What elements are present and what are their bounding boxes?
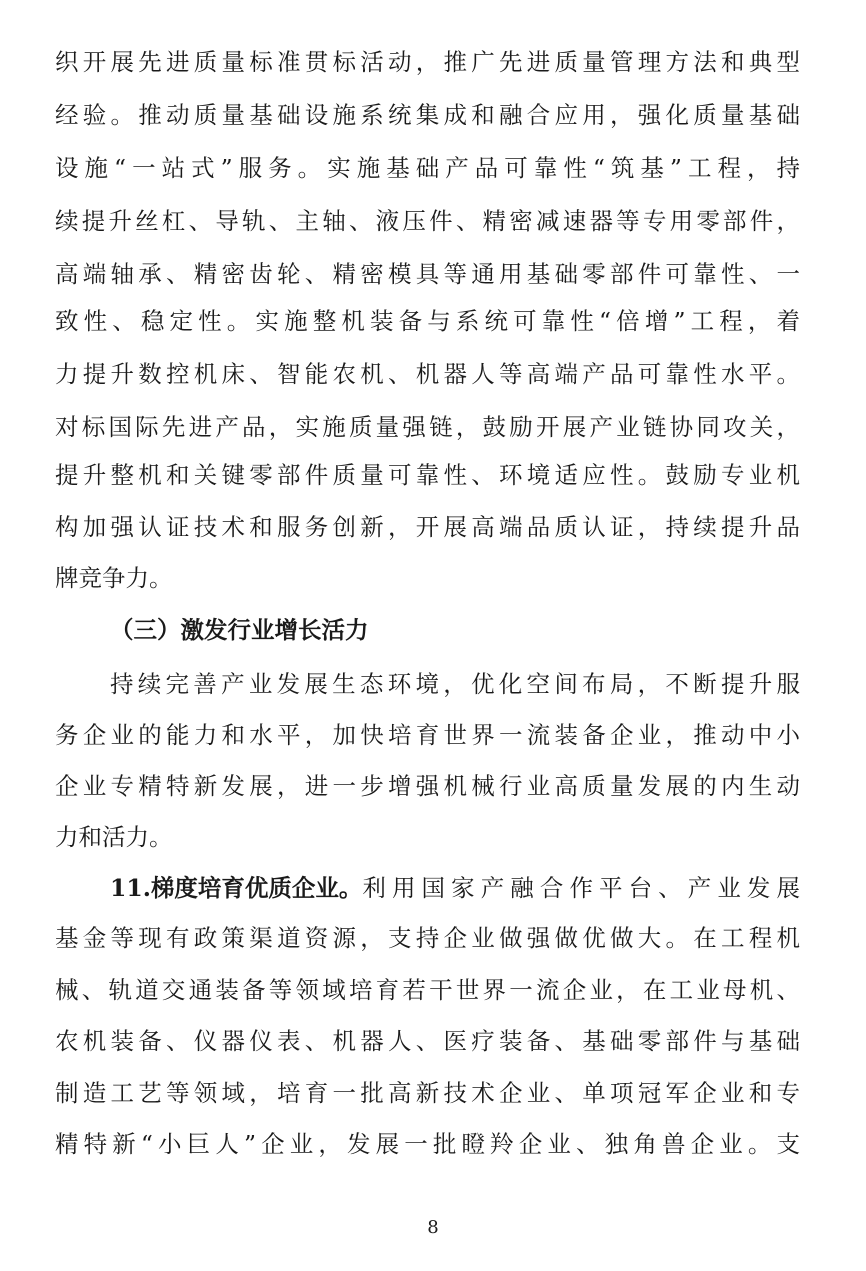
body-text-line: 力提升数控机床、智能农机、机器人等高端产品可靠性水平。 [55,360,800,388]
section-text-line: 持续完善产业发展生态环境，优化空间布局，不断提升服 [110,670,800,698]
body-text-line: 牌竞争力。 [55,564,173,592]
item-text-line: 基金等现有政策渠道资源，支持企业做强做优做大。在工程机 [55,924,800,952]
item-first-line-text: 利用国家产融合作平台、产业发展 [362,874,800,902]
item-heading: 11.梯度培育优质企业。 [110,874,363,902]
body-text-line: 经验。推动质量基础设施系统集成和融合应用，强化质量基础 [55,101,800,129]
body-text-line: 对标国际先进产品，实施质量强链，鼓励开展产业链协同攻关， [55,413,800,441]
body-text-line: 高端轴承、精密齿轮、精密模具等通用基础零部件可靠性、一 [55,260,800,288]
section-text-line: 力和活力。 [55,823,173,851]
section-text-line: 企业专精特新发展，进一步增强机械行业高质量发展的内生动 [55,772,800,800]
page-number: 8 [427,1217,439,1238]
item-text-line: 精特新“小巨人”企业，发展一批瞪羚企业、独角兽企业。支 [55,1130,800,1158]
body-text-line: 构加强认证技术和服务创新，开展高端品质认证，持续提升品 [55,513,800,541]
item-text-line: 制造工艺等领域，培育一批高新技术企业、单项冠军企业和专 [55,1079,800,1107]
body-text-line: 致性、稳定性。实施整机装备与系统可靠性“倍增”工程，着 [55,307,800,335]
body-text-line: 续提升丝杠、导轨、主轴、液压件、精密减速器等专用零部件， [55,207,800,235]
item-text-line: 械、轨道交通装备等领域培育若干世界一流企业，在工业母机、 [55,976,800,1004]
body-text-line: 织开展先进质量标准贯标活动，推广先进质量管理方法和典型 [55,48,800,76]
section-text-line: 务企业的能力和水平，加快培育世界一流装备企业，推动中小 [55,721,800,749]
section-heading: （三）激发行业增长活力 [110,616,369,644]
body-text-line: 设施“一站式”服务。实施基础产品可靠性“筑基”工程，持 [55,154,800,182]
body-text-line: 提升整机和关键零部件质量可靠性、环境适应性。鼓励专业机 [55,461,800,489]
item-first-line [110,868,800,908]
item-text-line: 农机装备、仪器仪表、机器人、医疗装备、基础零部件与基础 [55,1027,800,1055]
